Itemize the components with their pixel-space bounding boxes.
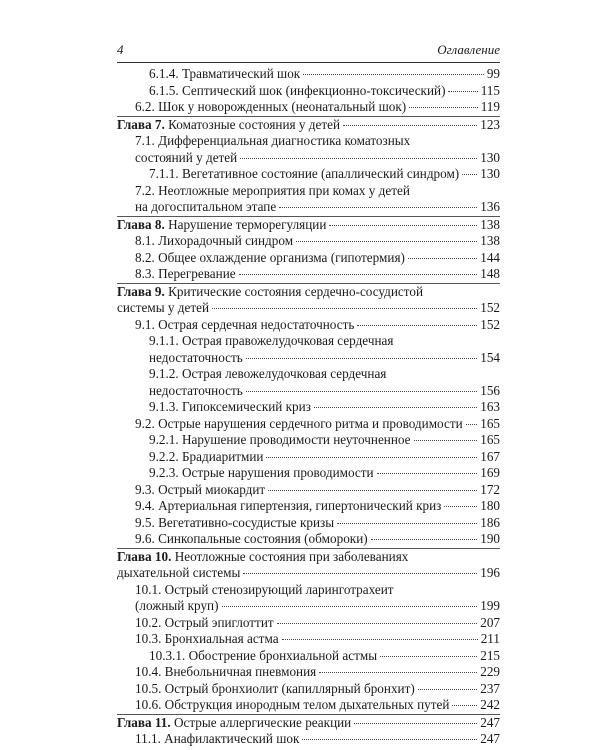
- toc-page-number: 130: [480, 149, 500, 165]
- header-rule: [117, 62, 500, 63]
- dot-leader: [303, 74, 484, 75]
- toc-entry-text: Глава 7. Коматозные состояния у детей: [117, 116, 341, 132]
- dot-leader: [243, 573, 477, 574]
- toc-entry-text: 7.1. Дифференциальная диагностика коматозных: [135, 133, 411, 148]
- toc-entry: [117, 66, 500, 83]
- toc-entry: [117, 482, 500, 499]
- toc-entry: [117, 697, 500, 714]
- dot-leader: [452, 705, 477, 706]
- dot-leader: [462, 174, 477, 175]
- toc-page-number: 242: [480, 697, 500, 712]
- toc-line: [117, 300, 500, 317]
- dot-leader: [371, 539, 478, 540]
- page-number: 4: [117, 42, 124, 57]
- dot-leader: [343, 125, 477, 126]
- toc-entry-text: 9.5. Вегетативно-сосудистые кризы: [135, 514, 335, 530]
- toc-line: [117, 565, 500, 582]
- toc-entry: [117, 648, 500, 665]
- dot-leader: [277, 623, 478, 624]
- toc-line: [117, 715, 500, 732]
- toc-entry-text: 6.1.5. Септический шок (инфекционно-токсический): [149, 82, 446, 98]
- toc-page-number: 207: [480, 614, 500, 630]
- toc-line: [149, 66, 500, 83]
- dot-leader: [239, 274, 478, 275]
- toc-page-number: 229: [480, 664, 500, 679]
- toc-entry-text: 9.1.1. Острая правожелудочковая сердечная: [149, 333, 394, 348]
- toc-entry: [117, 233, 500, 250]
- toc-line: [135, 133, 500, 150]
- toc-page-number: 154: [480, 349, 500, 365]
- toc-chapter-entry: [117, 216, 500, 234]
- toc-line: [135, 150, 500, 167]
- toc-page-number: 169: [480, 465, 500, 480]
- toc-entry-text: недостаточность: [149, 349, 243, 365]
- toc-page-number: 163: [480, 399, 500, 414]
- dot-leader: [354, 723, 477, 724]
- toc-line: [135, 233, 500, 250]
- toc-entry: [117, 731, 500, 748]
- toc-entry-text: 10.2. Острый эпиглоттит: [135, 614, 274, 630]
- toc-page-number: 115: [480, 82, 500, 98]
- toc-entry-text: 6.2. Шок у новорожденных (неонатальный шок): [135, 99, 407, 114]
- toc-line: [135, 731, 500, 748]
- dot-leader: [266, 457, 477, 458]
- dot-leader: [377, 473, 478, 474]
- toc-page-number: 237: [480, 680, 500, 696]
- toc-entry-text: 9.4. Артериальная гипертензия, гипертонический криз: [135, 498, 442, 513]
- toc-entry-text: 9.1. Острая сердечная недостаточность: [135, 316, 355, 332]
- toc-line: [117, 217, 500, 234]
- toc-line: [135, 531, 500, 548]
- toc-entry: [117, 631, 500, 648]
- dot-leader: [246, 358, 477, 359]
- toc-line: [135, 515, 500, 532]
- toc-line: [135, 183, 500, 200]
- toc-page-number: 247: [480, 714, 500, 730]
- dot-leader: [296, 241, 477, 242]
- toc-line: [149, 432, 500, 449]
- toc-page-number: 215: [480, 647, 500, 663]
- dot-leader: [246, 391, 477, 392]
- dot-leader: [414, 440, 478, 441]
- dot-leader: [418, 689, 477, 690]
- toc-entry-text: на догоспитальном этапе: [135, 199, 277, 214]
- toc-entry: [117, 582, 500, 615]
- toc-entry: [117, 498, 500, 515]
- toc-page-number: 148: [480, 266, 500, 281]
- toc-page-number: 144: [480, 249, 500, 265]
- toc-page-number: 165: [480, 415, 500, 431]
- dot-leader: [268, 490, 477, 491]
- running-title: Оглавление: [437, 42, 500, 57]
- toc-entry-text: Глава 9. Критические состояния сердечно-сосудистой: [117, 283, 424, 299]
- toc-line: [135, 416, 500, 433]
- toc-entry-text: системы у детей: [117, 300, 210, 315]
- toc-line: [135, 482, 500, 499]
- table-of-contents: [117, 66, 500, 748]
- toc-entry-text: 8.3. Перегревание: [135, 266, 236, 281]
- toc-entry-text: недостаточность: [149, 382, 243, 398]
- toc-entry-text: 10.1. Острый стенозирующий ларинготрахеит: [135, 581, 394, 597]
- toc-entry-text: 11.1. Анафилактический шок: [135, 731, 300, 746]
- toc-line: [149, 648, 500, 665]
- dot-leader: [466, 424, 478, 425]
- toc-entry: [117, 83, 500, 100]
- toc-chapter-entry: [117, 283, 500, 317]
- toc-page-number: 186: [480, 514, 500, 530]
- toc-entry: [117, 515, 500, 532]
- toc-line: [135, 697, 500, 714]
- dot-leader: [408, 258, 477, 259]
- toc-page-number: 123: [480, 116, 500, 132]
- toc-entry: [117, 449, 500, 466]
- toc-entry-text: 8.2. Общее охлаждение организма (гипотермия): [135, 249, 405, 265]
- toc-entry-text: 9.6. Синкопальные состояния (обмороки): [135, 531, 368, 546]
- dot-leader: [314, 407, 477, 408]
- toc-entry: [117, 681, 500, 698]
- toc-page-number: 119: [480, 99, 500, 114]
- toc-entry: [117, 615, 500, 632]
- toc-page-number: 199: [480, 598, 500, 613]
- toc-entry-text: 10.5. Острый бронхиолит (капиллярный бронхит): [135, 680, 415, 696]
- toc-entry-text: 7.2. Неотложные мероприятия при комах у детей: [135, 182, 410, 198]
- dot-leader: [329, 225, 477, 226]
- toc-page-number: 190: [480, 531, 500, 546]
- toc-line: [135, 266, 500, 283]
- toc-entry-text: 9.3. Острый миокардит: [135, 481, 266, 497]
- toc-line: [135, 250, 500, 267]
- toc-entry: [117, 416, 500, 433]
- toc-entry-text: 9.2.3. Острые нарушения проводимости: [149, 465, 374, 480]
- toc-entry-text: 6.1.4. Травматический шок: [149, 66, 301, 81]
- dot-leader: [279, 207, 477, 208]
- toc-page-number: 156: [480, 382, 500, 398]
- chapter-label: Глава 8.: [117, 216, 165, 232]
- toc-entry-text: 9.2.2. Брадиаритмии: [149, 448, 264, 464]
- toc-entry-text: 10.3.1. Обострение бронхиальной астмы: [149, 647, 378, 663]
- toc-entry: [117, 432, 500, 449]
- toc-entry-text: 9.1.2. Острая левожелудочковая сердечная: [149, 366, 387, 381]
- toc-line: [149, 83, 500, 100]
- toc-page-number: 136: [480, 199, 500, 214]
- toc-entry-text: 10.4. Внебольничная пневмония: [135, 664, 317, 679]
- toc-page-number: 196: [480, 565, 500, 580]
- dot-leader: [409, 107, 478, 108]
- toc-page-number: 247: [480, 731, 500, 746]
- toc-line: [117, 284, 500, 301]
- toc-entry: [117, 99, 500, 116]
- toc-entry: [117, 531, 500, 548]
- dot-leader: [240, 158, 477, 159]
- toc-entry: [117, 133, 500, 166]
- toc-line: [135, 582, 500, 599]
- toc-line: [135, 664, 500, 681]
- chapter-label: Глава 11.: [117, 714, 171, 730]
- toc-entry-text: 9.2. Острые нарушения сердечного ритма и проводимости: [135, 415, 463, 431]
- toc-line: [117, 549, 500, 566]
- toc-entry-text: (ложный круп): [135, 598, 219, 613]
- dot-leader: [319, 672, 477, 673]
- toc-chapter-entry: [117, 548, 500, 582]
- toc-line: [149, 333, 500, 350]
- toc-entry-text: 9.1.3. Гипоксемический криз: [149, 399, 311, 414]
- dot-leader: [380, 656, 477, 657]
- toc-chapter-entry: [117, 116, 500, 134]
- toc-line: [135, 681, 500, 698]
- toc-entry-text: Глава 10. Неотложные состояния при заболеваниях: [117, 548, 409, 564]
- toc-line: [135, 498, 500, 515]
- toc-line: [149, 366, 500, 383]
- toc-line: [149, 383, 500, 400]
- toc-entry-text: дыхательной системы: [117, 565, 241, 580]
- toc-page-number: 152: [480, 300, 500, 315]
- toc-page-number: 211: [480, 631, 500, 646]
- toc-entry: [117, 399, 500, 416]
- dot-leader: [444, 506, 477, 507]
- toc-entry: [117, 250, 500, 267]
- toc-entry: [117, 664, 500, 681]
- toc-entry: [117, 317, 500, 334]
- toc-page-number: 99: [486, 66, 500, 81]
- toc-page-number: 138: [480, 233, 500, 248]
- toc-line: [135, 99, 500, 116]
- chapter-label: Глава 9.: [117, 283, 165, 299]
- toc-page-number: 180: [480, 498, 500, 513]
- toc-entry-text: Глава 11. Острые аллергические реакции: [117, 714, 352, 730]
- toc-entry: [117, 333, 500, 366]
- toc-line: [135, 317, 500, 334]
- toc-entry: [117, 183, 500, 216]
- toc-line: [149, 166, 500, 183]
- toc-entry: [117, 465, 500, 482]
- toc-page-number: 130: [480, 166, 500, 181]
- toc-entry-text: Глава 8. Нарушение терморегуляции: [117, 216, 327, 232]
- toc-page-number: 167: [480, 448, 500, 464]
- toc-line: [117, 117, 500, 134]
- toc-page-number: 165: [480, 432, 500, 447]
- toc-line: [135, 199, 500, 216]
- toc-entry: [117, 366, 500, 399]
- toc-page-number: 152: [480, 316, 500, 332]
- toc-line: [149, 350, 500, 367]
- toc-line: [135, 615, 500, 632]
- toc-entry: [117, 266, 500, 283]
- toc-page-number: 138: [480, 216, 500, 232]
- dot-leader: [448, 91, 477, 92]
- toc-entry-text: 8.1. Лихорадочный синдром: [135, 233, 294, 248]
- toc-chapter-entry: [117, 714, 500, 732]
- toc-entry: [117, 166, 500, 183]
- dot-leader: [337, 523, 477, 524]
- toc-line: [149, 399, 500, 416]
- running-header: [117, 41, 500, 59]
- toc-line: [149, 449, 500, 466]
- toc-page-number: 172: [480, 481, 500, 497]
- toc-entry-text: 7.1.1. Вегетативное состояние (апаллический синдром): [149, 166, 460, 181]
- toc-line: [149, 465, 500, 482]
- chapter-label: Глава 10.: [117, 548, 172, 564]
- toc-line: [135, 598, 500, 615]
- dot-leader: [357, 325, 477, 326]
- toc-entry-text: 10.3. Бронхиальная астма: [135, 631, 279, 646]
- toc-entry-text: 10.6. Обструкция инородным телом дыхательных путей: [135, 697, 450, 712]
- toc-line: [135, 631, 500, 648]
- dot-leader: [282, 639, 478, 640]
- dot-leader: [302, 739, 477, 740]
- toc-entry-text: состояний у детей: [135, 149, 238, 165]
- dot-leader: [212, 308, 477, 309]
- chapter-label: Глава 7.: [117, 116, 165, 132]
- dot-leader: [222, 606, 478, 607]
- toc-entry-text: 9.2.1. Нарушение проводимости неуточненное: [149, 432, 411, 447]
